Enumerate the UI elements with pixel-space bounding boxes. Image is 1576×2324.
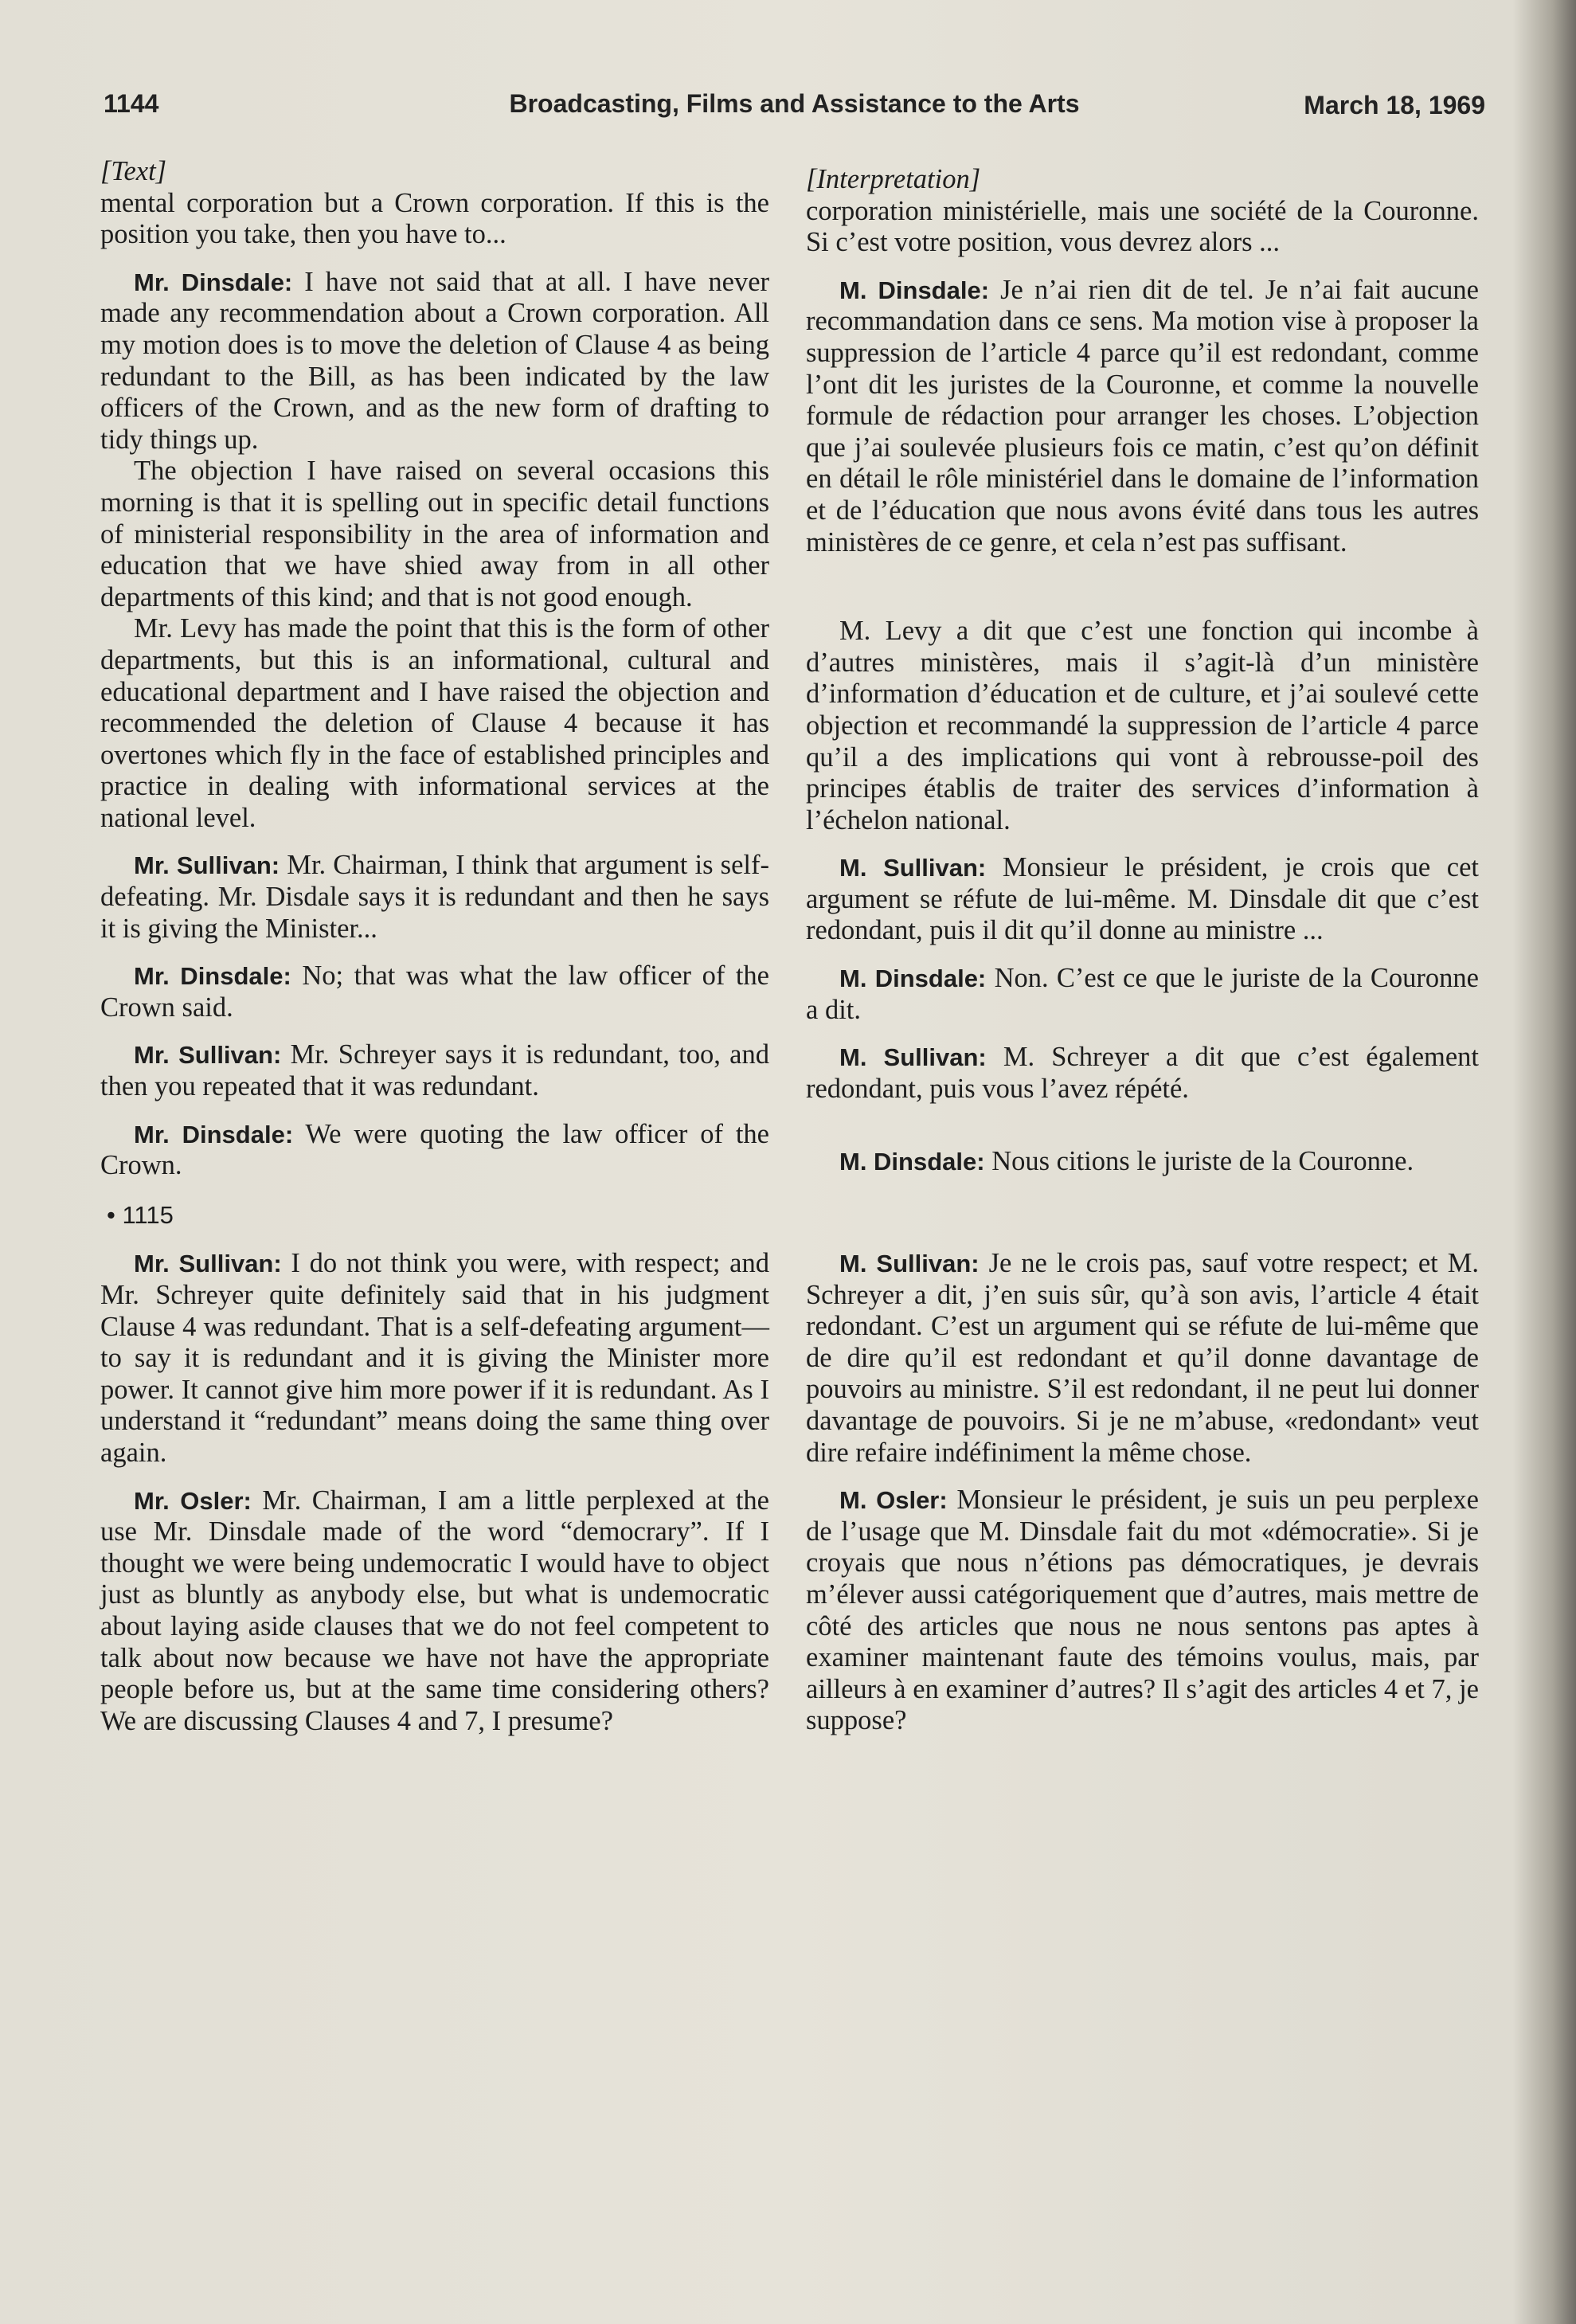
speaker-name: M. Sullivan: [839,854,987,882]
paragraph [100,267,769,456]
speech-text: Monsieur le président, je suis un peu perplexe de l’usage que M. Dinsdale fait du mot «démocratie». Si je croyais que nous n’étions pas démocratiques, je devrais m’élever aussi catégoriquement que d’autres, mais mettre de côté des articles que nous ne nous sentons pas aptes à examiner maintenant faute des témoins voulus, mais, par ailleurs à en examiner d’autres? Il s’agit des articles 4 et 7, je suppose? [806,1485,1479,1736]
paragraph: mental corporation but a Crown corporation. If this is the position you take, then you have to... [100,187,769,250]
speech-text: Je n’ai rien dit de tel. Je n’ai fait aucune recommandation dans ce sens. Ma motion vise à proposer la suppression de l’article 4 parce qu’il est redondant, comme l’ont dit les juristes de la Couronne, et comme la nouvelle formule de rédaction pour arranger les choses. L’objection que j’ai soulevée plusieurs fois ce matin, c’est qu’on définit en détail le rôle ministériel dans le domaine de l’information et de l’éducation que nous avons évité dans tous les autres ministères de ce genre, et cela n’est pas suffisant. [806,274,1479,558]
speech-text: Non. C’est ce que le juriste de la Couronne a dit. [806,963,1479,1025]
speaker-name: M. Dinsdale: [839,276,990,304]
paragraph [100,1485,769,1738]
paragraph [806,1146,1479,1178]
language-label: [Text] [100,156,167,186]
speech-text: Nous citions le juriste de la Couronne. [984,1146,1414,1177]
paragraph [806,1042,1479,1105]
speaker-name: Mr. Dinsdale: [134,962,291,991]
paragraph [100,850,769,945]
paragraph: Mr. Levy has made the point that this is the form of other departments, but this is an informational, cultural and educational department and I have raised the objection and recommended the deletion of Clause 4 because it has overtones which fly in the face of established principles and practice in dealing with informational services at the national level. [100,613,769,833]
paragraph [806,275,1479,558]
speech-text: I have not said that at all. I have never made any recommendation about a Crown corporation. All my motion does is to move the deletion of Clause 4 as being redundant to the Bill, as has been indicated by the law officers of the Crown, and as the new form of drafting to tidy things up. [100,266,769,455]
speaker-name: Mr. Sullivan: [134,1250,282,1278]
speech-text: Mr. Chairman, I think that argument is self-defeating. Mr. Disdale says it is redundant and then he says it is giving the Minister... [100,850,769,944]
running-title: Broadcasting, Films and Assistance to the Arts [509,89,1080,118]
speaker-name: Mr. Sullivan: [134,1041,282,1070]
paragraph [100,1248,769,1469]
paragraph [806,852,1479,947]
speaker-name: M. Dinsdale: [839,1148,985,1176]
speech-text: No; that was what the law officer of the Crown said. [100,961,769,1023]
speech-text: Mr. Chairman, I am a little perplexed at the use Mr. Dinsdale made of the word “democrary”. If I thought we were being undemocratic I would have to object just as bluntly as anybody else, but what is undemocratic about laying aside clauses that we do not feel competent to talk about now because we have not have the appropriate people before us, but at the same time considering others? We are discussing Clauses 4 and 7, I presume? [100,1485,769,1736]
paragraph [100,1119,769,1182]
paragraph: corporation ministérielle, mais une société de la Couronne. Si c’est votre position, vous devrez alors ... [806,195,1479,258]
paragraph [806,1485,1479,1737]
paragraph [806,1248,1479,1469]
english-column [100,156,769,1737]
speaker-name: Mr. Dinsdale: [134,268,293,296]
page-number: 1144 [104,89,159,118]
paragraph [806,963,1479,1026]
speech-text: I do not think you were, with respect; and Mr. Schreyer quite definitely said that in his judgment Clause 4 was redundant. That is a self-defeating argument—to say it is redundant and it is giving the Minister more power. It cannot give him more power if it is redundant. As I understand it “redundant” means doing the same thing over again. [100,1248,769,1468]
speech-text: Je ne le crois pas, sauf votre respect; et M. Schreyer a dit, j’en suis sûr, qu’à son avis, l’article 4 était redondant. C’est un argument qui se réfute de lui-même que de dire qu’il est redondant et qu’il donne davantage de pouvoirs au ministre. S’il est redondant, il ne peut lui donner davantage de pouvoirs. Si je ne m’abuse, «redondant» veut dire refaire indéfiniment la même chose. [806,1248,1479,1468]
speaker-name: Mr. Dinsdale: [134,1120,294,1148]
speaker-name: M. Dinsdale: [839,964,987,993]
speech-text: Monsieur le président, je crois que cet argument se réfute de lui-même. M. Dinsdale dit que c’est redondant, puis il dit qu’il donne au ministre ... [806,852,1479,946]
time-marker: • 1115 [107,1200,174,1229]
header-date: March 18, 1969 [1304,91,1485,119]
speaker-name: Mr. Sullivan: [134,851,280,880]
speaker-name: Mr. Osler: [134,1486,252,1515]
page-header [104,89,1485,137]
paragraph [100,1039,769,1102]
speech-text: Mr. Schreyer says it is redundant, too, and then you repeated that it was redundant. [100,1039,769,1102]
speaker-name: M. Sullivan: [839,1043,987,1072]
speaker-name: M. Sullivan: [839,1250,980,1278]
french-column [806,156,1479,1737]
speech-text: We were quoting the law officer of the Crown. [100,1118,769,1181]
language-label: [Interpretation] [806,164,981,194]
paragraph: The objection I have raised on several occasions this morning is that it is spelling out in specific detail functions of ministerial responsibility in the area of information and education that we have shied away from in all other departments of this kind; and that is not good enough. [100,456,769,612]
speaker-name: M. Osler: [839,1486,948,1515]
speech-text: M. Schreyer a dit que c’est également redondant, puis vous l’avez répété. [806,1042,1479,1104]
paragraph [100,961,769,1023]
paragraph: M. Levy a dit que c’est une fonction qui incombe à d’autres ministères, mais il s’agit-là d’un ministère d’information d’éducation et de culture, et j’ai soulevé cette objection et recommandé la suppression de l’article 4 parce qu’il a des implications qui vont à rebrousse-poil des principes établis de traiter des services d’information à l’échelon national. [806,616,1479,835]
